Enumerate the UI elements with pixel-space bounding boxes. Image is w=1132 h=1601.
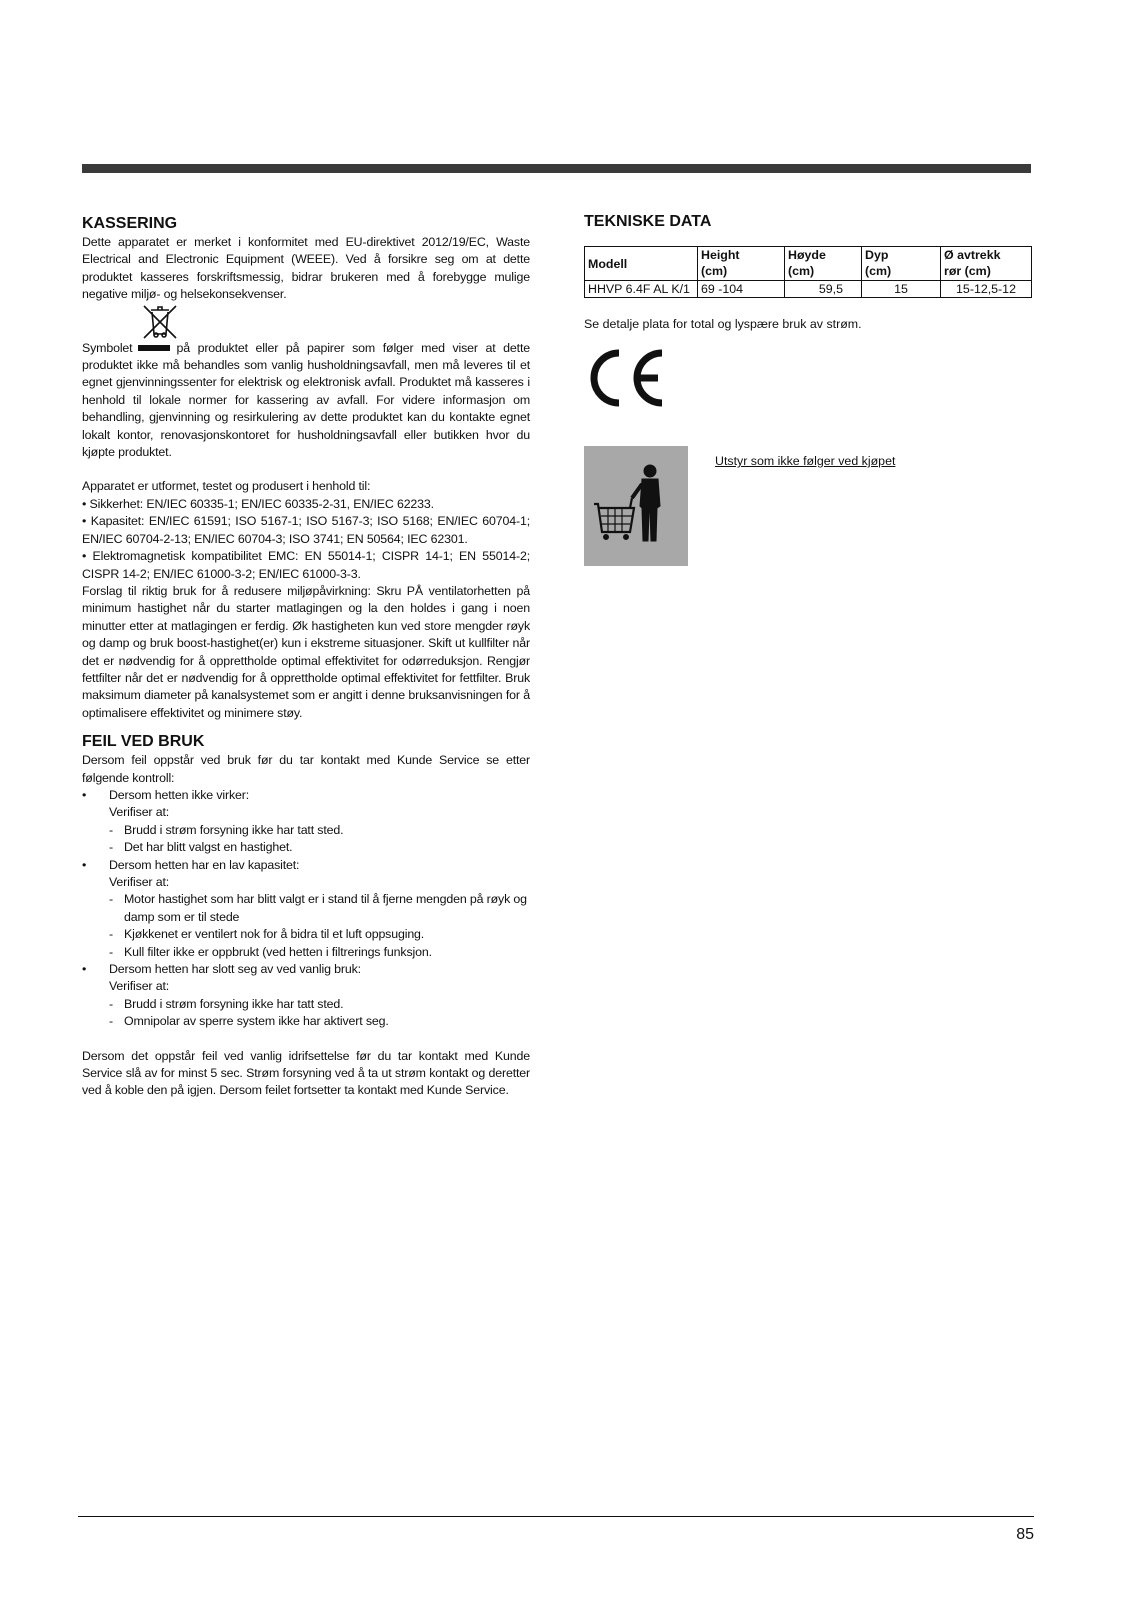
th-dyp: Dyp (cm)	[862, 247, 941, 281]
list-subitem: - Omnipolar av sperre system ikke har aktivert seg.	[109, 1014, 389, 1029]
cell-avtrekk: 15-12,5-12	[941, 281, 1032, 298]
list-subitem: - Det har blitt valgst en hastighet.	[109, 840, 293, 855]
list-subitem: - Brudd i strøm forsyning ikke har tatt sted.	[109, 996, 344, 1011]
verify-label: Verifiser at:	[109, 979, 170, 994]
header-bar	[82, 164, 1031, 173]
th-avtrekk: Ø avtrekk rør (cm)	[941, 247, 1032, 281]
verify-label: Verifiser at:	[109, 875, 170, 889]
shopping-cart-person-icon	[584, 446, 688, 566]
feil-intro: Dersom feil oppstår ved bruk før du tar kontakt med Kunde Service se etter følgende kontroll:	[82, 753, 530, 785]
cell-hoyde: 59,5	[785, 281, 862, 298]
kassering-heading: KASSERING	[82, 215, 178, 232]
kassering-paragraph-2-rest: på produktet eller på papirer som følger med viser at dette produktet ikke må behandles som vanlig husholdningsavfall, men må leveres til et egnet gjenvinningssenter for elektrisk og elektronisk avfall. Produktet må kasseres i henhold til lokale normer for kassering av avfall. For videre informasjon om behandling, gjenvinning og resirkulering av dette produktet kan du kontakte egnet lokalt kontor, renovasjonskontoret for husholdningsavfall eller butikken hvor du kjøpte produktet.	[82, 340, 530, 460]
equipment-not-included-link[interactable]: Utstyr som ikke følger ved kjøpet	[715, 454, 896, 468]
feil-heading: FEIL VED BRUK	[82, 733, 205, 751]
list-item: • Dersom hetten har en lav kapasitet:	[82, 857, 300, 872]
th-hoyde: Høyde (cm)	[785, 247, 862, 281]
environment-advice: Forslag til riktig bruk for å redusere miljøpåvirkning: Skru PÅ ventilatorhetten på minimum hastighet når du starter matlagingen og la den holdes i gang i noen minutter etter at matlagingen er ferdig. Øk hastigheten kun ved store mengder røyk og damp og bruk boost-hastighet(er) kun i ekstreme situasjoner. Skift ut kullfilter når det er nødvendig for å opprettholde optimal effektivitet for odørreduksjon. Rengjør fettfilter når det er nødvendig for å opprettholde optimal effektivitet for fettfilter. Bruk maksimum diameter på kanalsystemet som er angitt i denne bruksanvisningen for å optimalisere effektivitet og minimere støy.	[82, 583, 530, 720]
feil-closing: Dersom det oppstår feil ved vanlig idrifsettelse før du tar kontakt med Kunde Service slå av for minst 5 sec. Strøm forsyning ved å ta ut strøm kontakt og deretter ved å koble den på igjen. Dersom feilet fortsetter ta kontakt med Kunde Service.	[82, 1048, 530, 1098]
cell-modell: HHVP 6.4F AL K/1	[585, 281, 698, 298]
footer-rule	[78, 1516, 1034, 1517]
th-modell: Modell	[585, 247, 698, 281]
left-column	[82, 214, 530, 1100]
kassering-paragraph-2	[82, 340, 530, 462]
cell-dyp: 15	[862, 281, 941, 298]
standard-safety: • Sikkerhet: EN/IEC 60335-1; EN/IEC 60335-2-31, EN/IEC 62233.	[82, 496, 434, 511]
right-column	[584, 212, 1032, 468]
power-note: Se detalje plata for total og lyspære bruk av strøm.	[584, 317, 862, 331]
list-subitem: - Brudd i strøm forsyning ikke har tatt sted.	[109, 822, 344, 837]
standard-capacity: • Kapasitet: EN/IEC 61591; ISO 5167-1; ISO 5167-3; ISO 5168; EN/IEC 60704-1; EN/IEC 60704-2-13; EN/IEC 60704-3; ISO 3741; EN 50564; IEC 62301.	[82, 514, 530, 546]
cell-height: 69 -104	[698, 281, 785, 298]
weee-crossed-bin-icon	[140, 304, 180, 340]
verify-label: Verifiser at:	[109, 805, 170, 820]
black-bar-symbol-icon	[138, 345, 170, 351]
symbol-word: Symbolet	[82, 340, 133, 355]
table-header-row	[585, 247, 1032, 281]
ce-mark-icon	[586, 347, 666, 409]
standard-emc: • Elektromagnetisk kompatibilitet EMC: EN 55014-1; CISPR 14-1; EN 55014-2; CISPR 14-2; EN/IEC 61000-3-2; EN/IEC 61000-3-3.	[82, 549, 530, 581]
tekniske-data-heading: TEKNISKE DATA	[584, 213, 712, 230]
list-subitem: - Motor hastighet som har blitt valgt er i stand til å fjerne mengden på røyk og damp som er til stede	[109, 892, 527, 924]
list-item: • Dersom hetten har slott seg av ved vanlig bruk:	[82, 962, 361, 977]
troubleshooting-list	[82, 787, 530, 1031]
kassering-paragraph-1: Dette apparatet er merket i konformitet med EU-direktivet 2012/19/EC, Waste Electrical and Electronic Equipment (WEEE). Ved å forsikre seg om at dette produktet kasseres forskriftsmessig, bidrar brukeren med å forebygge mulige negative miljø- og helsekonsekvenser.	[82, 235, 530, 302]
list-subitem: - Kjøkkenet er ventilert nok for å bidra til et luft oppsuging.	[109, 927, 425, 942]
th-height: Height (cm)	[698, 247, 785, 281]
list-item: • Dersom hetten ikke virker:	[82, 787, 250, 802]
list-subitem: - Kull filter ikke er oppbrukt (ved hetten i filtrerings funksjon.	[109, 944, 432, 959]
page-number: 85	[1016, 1526, 1034, 1543]
table-row	[585, 281, 1032, 298]
tech-data-table	[584, 246, 1032, 298]
standards-intro: Apparatet er utformet, testet og produsert i henhold til:	[82, 479, 371, 494]
